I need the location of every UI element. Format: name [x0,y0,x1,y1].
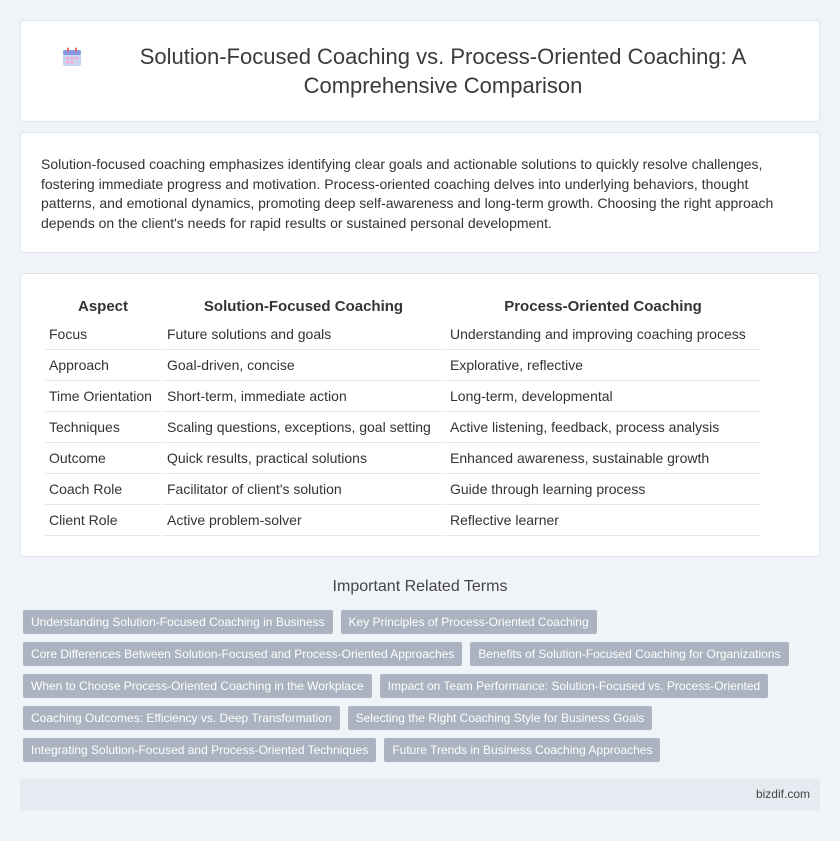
related-term-link[interactable]: Understanding Solution-Focused Coaching in Business [23,610,333,634]
table-row [45,443,760,474]
table-cell: Understanding and improving coaching process [446,319,760,350]
table-cell: Coach Role [45,474,161,505]
table-cell: Goal-driven, concise [163,350,444,381]
table-cell: Reflective learner [446,505,760,536]
tag-row [23,674,823,698]
table-cell: Scaling questions, exceptions, goal setting [163,412,444,443]
table-row [45,319,760,350]
header-inner [61,42,779,100]
calendar-icon [61,46,83,68]
related-term-link[interactable]: Benefits of Solution-Focused Coaching for Organizations [470,642,788,666]
page-title: Solution-Focused Coaching vs. Process-Oriented Coaching: A Comprehensive Comparison [139,44,747,98]
table-cell: Active listening, feedback, process analysis [446,412,760,443]
related-term-link[interactable]: Core Differences Between Solution-Focused and Process-Oriented Approaches [23,642,462,666]
table-cell: Time Orientation [45,381,161,412]
table-cell: Outcome [45,443,161,474]
intro-card [20,132,820,253]
table-cell: Focus [45,319,161,350]
table-header-solution: Solution-Focused Coaching [203,298,404,315]
table-cell: Approach [45,350,161,381]
header-card [20,20,820,122]
table-cell: Short-term, immediate action [163,381,444,412]
tag-row [23,706,823,730]
footer-site-link[interactable]: bizdif.com [755,787,810,801]
table-cell: Techniques [45,412,161,443]
table-header-row [45,296,760,319]
related-terms-list [23,610,823,770]
table-row [45,474,760,505]
related-term-link[interactable]: Future Trends in Business Coaching Approaches [384,738,660,762]
table-header-process: Process-Oriented Coaching [504,298,702,315]
table-header-aspect: Aspect [77,298,129,315]
related-term-link[interactable]: When to Choose Process-Oriented Coaching in the Workplace [23,674,372,698]
table-cell: Quick results, practical solutions [163,443,444,474]
table-cell: Facilitator of client's solution [163,474,444,505]
related-term-link[interactable]: Integrating Solution-Focused and Process-Oriented Techniques [23,738,376,762]
table-row [45,505,760,536]
related-term-link[interactable]: Impact on Team Performance: Solution-Focused vs. Process-Oriented [380,674,769,698]
footer [20,778,820,810]
tag-row [23,642,823,666]
tag-row [23,738,823,762]
table-cell: Guide through learning process [446,474,760,505]
related-terms-title: Important Related Terms [332,578,508,595]
related-term-link[interactable]: Coaching Outcomes: Efficiency vs. Deep Transformation [23,706,340,730]
related-term-link[interactable]: Selecting the Right Coaching Style for Business Goals [348,706,653,730]
comparison-card [20,273,820,557]
comparison-table [43,296,762,536]
table-row [45,381,760,412]
table-row [45,412,760,443]
table-row [45,350,760,381]
table-cell: Explorative, reflective [446,350,760,381]
table-cell: Future solutions and goals [163,319,444,350]
table-cell: Active problem-solver [163,505,444,536]
table-cell: Client Role [45,505,161,536]
table-cell: Enhanced awareness, sustainable growth [446,443,760,474]
related-term-link[interactable]: Key Principles of Process-Oriented Coaching [341,610,597,634]
table-cell: Long-term, developmental [446,381,760,412]
tag-row [23,610,823,634]
intro-text: Solution-focused coaching emphasizes identifying clear goals and actionable solutions to quickly resolve challenges, fostering immediate progress and motivation. Process-oriented coaching delves into underlying behaviors, thought patterns, and emotional dynamics, promoting deep self-awareness and long-term growth. Choosing the right approach depends on the client's needs for rapid results or sustained personal development. [41,156,774,231]
